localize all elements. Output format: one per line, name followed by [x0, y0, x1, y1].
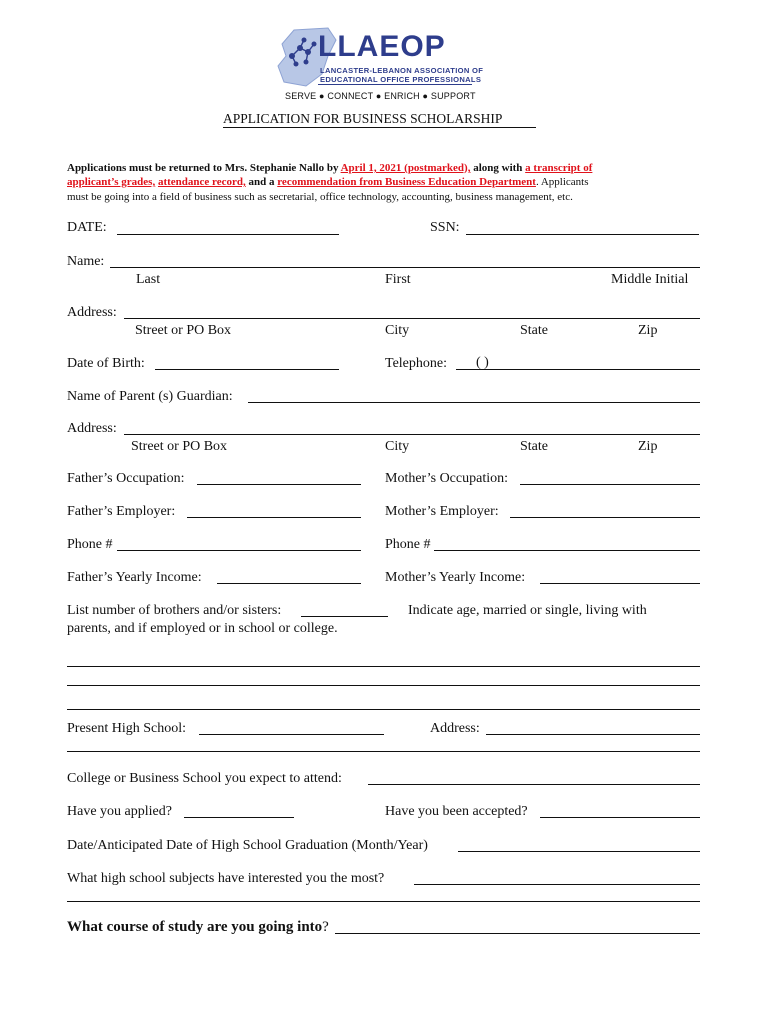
high-school-address-label: Address: — [430, 721, 480, 736]
mother-income-label: Mother’s Yearly Income: — [385, 570, 526, 585]
subjects-field[interactable] — [414, 884, 700, 885]
siblings-instructions-cont: parents, and if employed or in school or college. — [67, 621, 338, 636]
logo-subtitle-line-2: EDUCATIONAL OFFICE PROFESSIONALS — [320, 75, 482, 84]
recommendation-text: recommendation from Business Education Department — [277, 176, 536, 188]
applied-field[interactable] — [184, 817, 294, 818]
attendance-text: attendance record, — [157, 176, 246, 188]
father-phone-label: Phone # — [67, 537, 113, 552]
mother-phone-label: Phone # — [385, 537, 431, 552]
mother-phone-field[interactable] — [434, 550, 700, 551]
logo-subtitle-line-1: LANCASTER-LEBANON ASSOCIATION OF — [320, 66, 484, 75]
address-field[interactable] — [124, 318, 700, 319]
high-school-label: Present High School: — [67, 721, 186, 736]
high-school-field[interactable] — [199, 734, 384, 735]
college-label: College or Business School you expect to attend: — [67, 771, 342, 786]
father-phone-field[interactable] — [117, 550, 361, 551]
street-caption: Street or PO Box — [131, 439, 228, 454]
dob-label: Date of Birth: — [67, 356, 145, 371]
street-caption: Street or PO Box — [135, 323, 232, 338]
dob-field[interactable] — [155, 369, 339, 370]
father-income-label: Father’s Yearly Income: — [67, 570, 202, 585]
siblings-instructions: Indicate age, married or single, living with — [408, 603, 647, 618]
graduation-field[interactable] — [458, 851, 700, 852]
date-label: DATE: — [67, 220, 107, 235]
mother-employer-label: Mother’s Employer: — [385, 504, 499, 519]
last-name-caption: Last — [136, 272, 161, 287]
middle-initial-caption: Middle Initial — [611, 272, 689, 287]
father-employer-field[interactable] — [187, 517, 361, 518]
address-label: Address: — [67, 305, 117, 320]
deadline-text: April 1, 2021 (postmarked), — [340, 162, 471, 174]
applied-label: Have you applied? — [67, 804, 172, 819]
city-caption: City — [385, 323, 410, 338]
mother-occupation-label: Mother’s Occupation: — [385, 471, 508, 486]
logo-wordmark: LLAEOP — [318, 30, 446, 63]
state-caption: State — [520, 323, 548, 338]
parent-guardian-field[interactable] — [248, 402, 700, 403]
transcript-text-cont: applicant’s grades, — [67, 176, 156, 188]
title-underline — [223, 127, 536, 128]
intro-text: . Applicants — [535, 176, 589, 188]
name-label: Name: — [67, 254, 105, 269]
telephone-label: Telephone: — [385, 356, 447, 371]
name-field[interactable] — [110, 267, 700, 268]
parent-address-label: Address: — [67, 421, 117, 436]
parent-guardian-label: Name of Parent (s) Guardian: — [67, 389, 233, 404]
mother-income-field[interactable] — [540, 583, 700, 584]
logo-divider — [318, 84, 472, 85]
mother-employer-field[interactable] — [510, 517, 700, 518]
graduation-label: Date/Anticipated Date of High School Graduation (Month/Year) — [67, 838, 428, 853]
zip-caption: Zip — [638, 323, 658, 338]
father-occupation-label: Father’s Occupation: — [67, 471, 185, 486]
telephone-area-code: ( ) — [476, 355, 489, 370]
first-name-caption: First — [385, 272, 411, 287]
siblings-field[interactable] — [301, 616, 388, 617]
high-school-address-line-2[interactable] — [67, 751, 700, 752]
page-title: APPLICATION FOR BUSINESS SCHOLARSHIP — [223, 111, 503, 126]
telephone-field[interactable] — [456, 369, 700, 370]
accepted-label: Have you been accepted? — [385, 804, 528, 819]
siblings-answer-line-1[interactable] — [67, 666, 700, 667]
course-label-text: What course of study are you going into — [67, 919, 323, 935]
course-field[interactable] — [335, 933, 700, 934]
intro-text: and a — [245, 176, 278, 188]
city-caption: City — [385, 439, 410, 454]
siblings-label: List number of brothers and/or sisters: — [67, 603, 282, 618]
mother-occupation-field[interactable] — [520, 484, 700, 485]
ssn-label: SSN: — [430, 220, 460, 235]
logo-tagline: SERVE ● CONNECT ● ENRICH ● SUPPORT — [285, 91, 476, 101]
accepted-field[interactable] — [540, 817, 700, 818]
college-field[interactable] — [368, 784, 700, 785]
intro-text: along with — [470, 162, 526, 174]
subjects-label: What high school subjects have interested you the most? — [67, 871, 385, 886]
high-school-address-field[interactable] — [486, 734, 700, 735]
intro-line-3: must be going into a field of business such as secretarial, office technology, accounting, business management, etc. — [67, 191, 573, 203]
ssn-field[interactable] — [466, 234, 699, 235]
siblings-answer-line-2[interactable] — [67, 685, 700, 686]
intro-line-2 — [67, 175, 589, 189]
siblings-answer-line-3[interactable] — [67, 709, 700, 710]
parent-address-field[interactable] — [124, 434, 700, 435]
intro-line-1 — [67, 161, 592, 175]
state-caption: State — [520, 439, 548, 454]
father-occupation-field[interactable] — [197, 484, 361, 485]
date-field[interactable] — [117, 234, 339, 235]
subjects-line-2[interactable] — [67, 901, 700, 902]
father-income-field[interactable] — [217, 583, 361, 584]
intro-text: Applications must be returned to Mrs. Stephanie Nallo by — [67, 162, 341, 174]
father-employer-label: Father’s Employer: — [67, 504, 176, 519]
transcript-text: a transcript of — [525, 162, 593, 174]
zip-caption: Zip — [638, 439, 658, 454]
course-label-question: ? — [322, 919, 329, 935]
course-label — [67, 918, 329, 936]
